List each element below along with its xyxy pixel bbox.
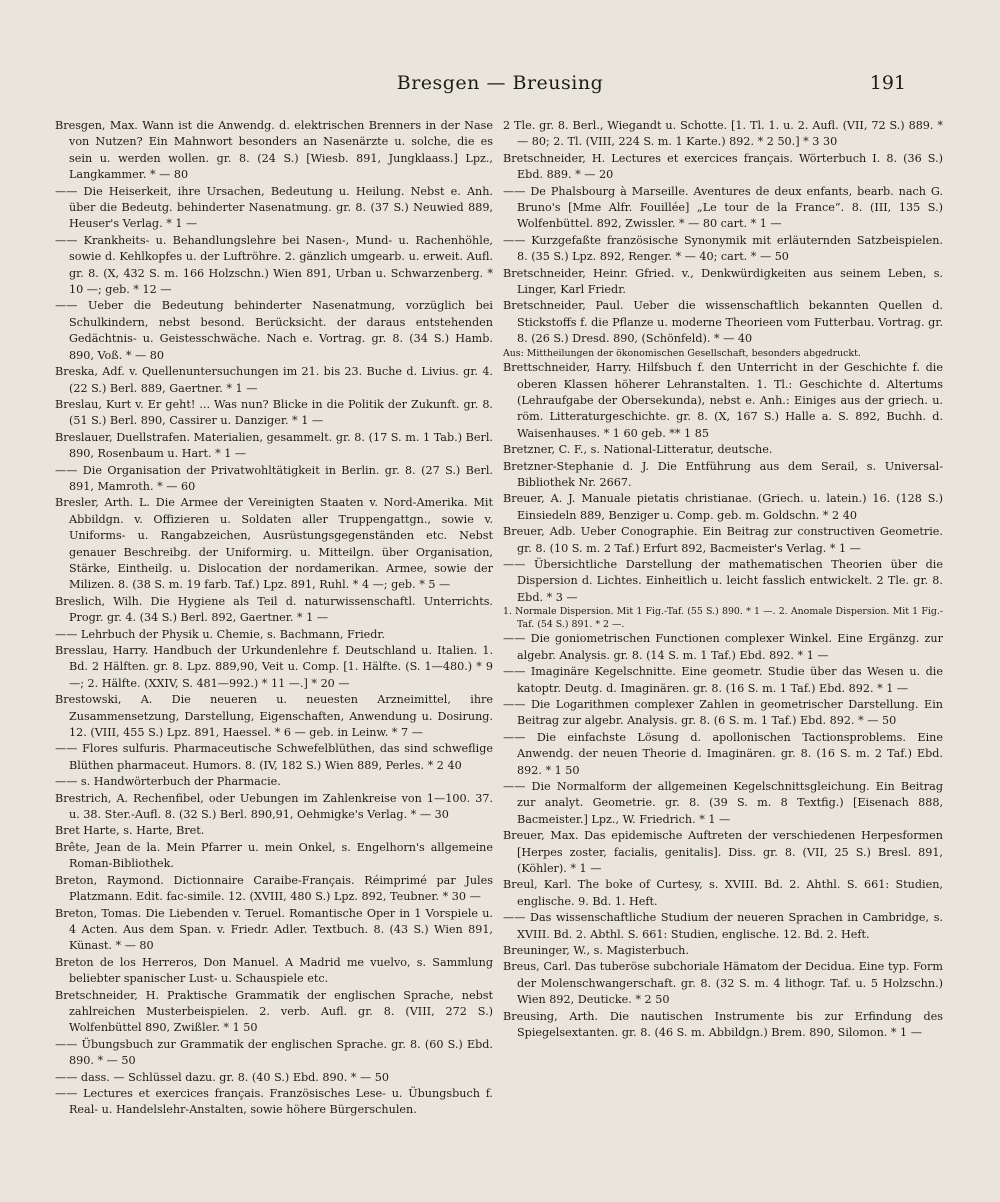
entry: Brettschneider, Harry. Hilfsbuch f. den Unterricht in der Geschichte f. die oberen Klassen höherer Lehranstalten. 1. Tl.: Geschichte d. Altertums (Lehraufgabe der Obersekunda), nebst e. Anh.: Einiges aus der griech. u. röm. Litteraturgeschichte. gr. 8. (X, 167 S.) Halle a. S. 892, Buchh. d. Waisenhauses. * 1 60 geb. ** 1 85 <box>503 361 943 440</box>
entry: Breton, Raymond. Dictionnaire Caraibe-Français. Réimprimé par Jules Platzmann. Edit. fac-simile. 12. (XVIII, 480 S.) Lpz. 892, Teubner. * 30 — <box>55 873 493 904</box>
entry: —— Flores sulfuris. Pharmaceutische Schwefelblüthen, das sind schweflige Blüthen pharmaceut. Humors. 8. (IV, 182 S.) Wien 889, Perles. * 2 40 <box>55 742 493 772</box>
entry: Breton, Tomas. Die Liebenden v. Teruel. Romantische Oper in 1 Vorspiele u. 4 Acten. Aus dem Span. v. Friedr. Adler. Textbuch. 8. (43 S.) Wien 891, Künast. * — 80 <box>55 906 493 953</box>
entry: Breuer, Adb. Ueber Conographie. Ein Beitrag zur constructiven Geometrie. gr. 8. (10 S. m. 2 Taf.) Erfurt 892, Bacmeister's Verlag. * 1 — <box>503 525 943 555</box>
entry: —— Krankheits- u. Behandlungslehre bei Nasen-, Mund- u. Rachenhöhle, sowie d. Kehlkopfes u. der Luftröhre. 2. gänzlich umgearb. u. erweit. Aufl. gr. 8. (X, 432 S. m. 166 Holzschn.) Wien 891, Urban u. Schwarzenberg. * 10 —; geb. * 12 — <box>55 233 493 297</box>
entry: —— De Phalsbourg à Marseille. Aventures de deux enfants, bearb. nach G. Bruno's [Mme Alfr. Fouillée] „Le tour de la France“. 8. (III, 135 S.) Wolfenbüttel. 892, Zwissler. * — 80 cart. * 1 — <box>503 184 943 231</box>
entry: —— Imaginäre Kegelschnitte. Eine geometr. Studie über das Wesen u. die katoptr. Deutg. d. Imaginären. gr. 8. (16 S. m. 1 Taf.) Ebd. 892. * 1 — <box>503 665 943 695</box>
entry: Breska, Adf. v. Quellenuntersuchungen im 21. bis 23. Buche d. Livius. gr. 4. (22 S.) Berl. 889, Gaertner. * 1 — <box>55 365 493 395</box>
entry: —— Übersichtliche Darstellung der mathematischen Theorien über die Dispersion d. Lichtes. Einheitlich u. leicht fasslich entwickelt. 2 Tle. gr. 8. Ebd. * 3 — <box>503 558 943 604</box>
entry: —— s. Handwörterbuch der Pharmacie. <box>55 775 281 789</box>
entry: Breuninger, W., s. Magisterbuch. <box>503 944 689 957</box>
entry: —— Das wissenschaftliche Studium der neueren Sprachen in Cambridge, s. XVIII. Bd. 2. Abthl. S. 661: Studien, englische. 12. Bd. 2. Heft. <box>503 911 943 941</box>
entry: Brestrich, A. Rechenfibel, oder Uebungen im Zahlenkreise von 1—100. 37. u. 38. Ster.-Aufl. 8. (32 S.) Berl. 890,91, Oehmigke's Verlag. * — 30 <box>55 791 493 822</box>
right-column <box>503 118 943 1041</box>
entry: Breus, Carl. Das tuberöse subchoriale Hämatom der Decidua. Eine typ. Form der Molenschwangerschaft. gr. 8. (32 S. m. 4 lithogr. Taf. u. 5 Holzschn.) Wien 892, Deuticke. * 2 50 <box>503 960 943 1007</box>
entry: —— Die goniometrischen Functionen complexer Winkel. Eine Ergänzg. zur algebr. Analysis. gr. 8. (14 S. m. 1 Taf.) Ebd. 892. * 1 — <box>503 632 943 662</box>
entry: —— Übungsbuch zur Grammatik der englischen Sprache. gr. 8. (60 S.) Ebd. 890. * — 50 <box>55 1037 493 1068</box>
entry: Bretzner, C. F., s. National-Litteratur, deutsche. <box>503 443 773 457</box>
running-header-title: Bresgen — Breusing <box>396 72 604 94</box>
entry: Breusing, Arth. Die nautischen Instrumente bis zur Erfindung des Spiegelsextanten. gr. 8. (46 S. m. Abbildgn.) Brem. 890, Silomon. * 1 — <box>503 1009 943 1040</box>
entry: —— dass. — Schlüssel dazu. gr. 8. (40 S.) Ebd. 890. * — 50 <box>55 1070 390 1084</box>
entry: Bretzner-Stephanie d. J. Die Entführung aus dem Serail, s. Universal-Bibliothek Nr. 2667. <box>503 459 943 490</box>
entry: Bresgen, Max. Wann ist die Anwendg. d. elektrischen Brenners in der Nase von Nutzen? Ein Mahnwort besonders an Nasenärzte u. solche, die es sein u. werden wollen. gr. 8. (24 S.) [Wiesb. 891, Jungklaass.] Lpz., Langkammer. * — 80 <box>55 119 493 182</box>
entry: —— Lehrbuch der Physik u. Chemie, s. Bachmann, Friedr. <box>55 627 386 641</box>
entry: Brête, Jean de la. Mein Pfarrer u. mein Onkel, s. Engelhorn's allgemeine Roman-Bibliothek. <box>55 840 493 871</box>
entry: —— Die Organisation der Privatwohltätigkeit in Berlin. gr. 8. (27 S.) Berl. 891, Mamroth. * — 60 <box>55 463 493 493</box>
entry: —— Kurzgefaßte französische Synonymik mit erläuternden Satzbeispielen. 8. (35 S.) Lpz. 892, Renger. * — 40; cart. * — 50 <box>503 233 943 264</box>
entry: —— Lectures et exercices français. Französisches Lese- u. Übungsbuch f. Real- u. Handelslehr-Anstalten, sowie höhere Bürgerschulen. <box>55 1086 493 1117</box>
left-column <box>55 118 493 1119</box>
entry: Breslauer, Duellstrafen. Materialien, gesammelt. gr. 8. (17 S. m. 1 Tab.) Berl. 890, Rosenbaum u. Hart. * 1 — <box>55 430 493 461</box>
entry: Breslau, Kurt v. Er geht! ... Was nun? Blicke in die Politik der Zukunft. gr. 8. (51 S.) Berl. 890, Cassirer u. Danziger. * 1 — <box>55 397 493 428</box>
entry: —— Die Logarithmen complexer Zahlen in geometrischer Darstellung. Ein Beitrag zur algebr. Analysis. gr. 8. (6 S. m. 1 Taf.) Ebd. 892. * — 50 <box>503 697 943 728</box>
entry: Bret Harte, s. Harte, Bret. <box>55 824 205 838</box>
entry: Breul, Karl. The boke of Curtesy, s. XVIII. Bd. 2. Ahthl. S. 661: Studien, englische. 9. Bd. 1. Heft. <box>503 878 943 908</box>
entry: Breuer, A. J. Manuale pietatis christianae. (Griech. u. latein.) 16. (128 S.) Einsiedeln 889, Benziger u. Comp. geb. m. Goldschn. * 2 40 <box>503 492 943 522</box>
entry-note: Aus: Mittheilungen der ökonomischen Gesellschaft, besonders abgedruckt. <box>503 347 861 359</box>
entry: Bresslau, Harry. Handbuch der Urkundenlehre f. Deutschland u. Italien. 1. Bd. 2 Hälften. gr. 8. Lpz. 889,90, Veit u. Comp. [1. Hälfte. (S. 1—480.) * 9 —; 2. Hälfte. (XXIV, S. 481—992.) * 11 —.] * 20 — <box>55 644 493 690</box>
entry: Breuer, Max. Das epidemische Auftreten der verschiedenen Herpesformen [Herpes zoster, facialis, genitalis]. Diss. gr. 8. (VII, 25 S.) Bresl. 891, (Köhler). * 1 — <box>503 829 943 875</box>
entry-note: 1. Normale Dispersion. Mit 1 Fig.-Taf. (55 S.) 890. * 1 —. 2. Anomale Dispersion. Mit 1 Fig.-Taf. (54 S.) 891. * 2 —. <box>503 606 943 630</box>
entry: —— Die Heiserkeit, ihre Ursachen, Bedeutung u. Heilung. Nebst e. Anh. über die Bedeutg. behinderter Nasenatmung. gr. 8. (37 S.) Neuwied 889, Heuser's Verlag. * 1 — <box>55 184 493 231</box>
entry: —— Die einfachste Lösung d. apollonischen Tactionsproblems. Eine Anwendg. der neuen Theorie d. Imaginären. gr. 8. (16 S. m. 2 Taf.) Ebd. 892. * 1 50 <box>503 730 943 777</box>
page-number: 191 <box>869 72 906 94</box>
entry: Bretschneider, H. Lectures et exercices français. Wörterbuch I. 8. (36 S.) Ebd. 889. * — 20 <box>503 151 943 182</box>
entry: Bretschneider, Heinr. Gfried. v., Denkwürdigkeiten aus seinem Leben, s. Linger, Karl Friedr. <box>503 266 943 297</box>
entry: Bresler, Arth. L. Die Armee der Vereinigten Staaten v. Nord-Amerika. Mit Abbildgn. v. Offizieren u. Soldaten aller Truppengattgn., sowie v. Uniforms- u. Rangabzeichen, Ausrüstungsgegenständen etc. Nebst genauer Beschreibg. der Uniformirg. u. Mitteilgn. über Organisation, Stärke, Eintheilg. u. Dislocation der nordamerikan. Armee, sowie der Milizen. 8. (38 S. m. 19 farb. Taf.) Lpz. 891, Ruhl. * 4 —; geb. * 5 — <box>55 496 493 592</box>
entry: Bretschneider, Paul. Ueber die wissenschaftlich bekannten Quellen d. Stickstoffs f. die Pflanze u. moderne Theorieen vom Futterbau. Vortrag. gr. 8. (26 S.) Dresd. 890, (Schönfeld). * — 40 <box>503 299 943 346</box>
entry: —— Ueber die Bedeutung behinderter Nasenatmung, vorzüglich bei Schulkindern, nebst besond. Berücksicht. der daraus entstehenden Gedächtnis- u. Geistesschwäche. Nach e. Vortrag. gr. 8. (34 S.) Hamb. 890, Voß. * — 80 <box>55 299 493 362</box>
entry: —— Die Normalform der allgemeinen Kegelschnittsgleichung. Ein Beitrag zur analyt. Geometrie. gr. 8. (39 S. m. 8 Textfig.) [Eisenach 888, Bacmeister.] Lpz., W. Friedrich. * 1 — <box>503 779 943 826</box>
entry: Bretschneider, H. Praktische Grammatik der englischen Sprache, nebst zahlreichen Musterbeispielen. 2. verb. Aufl. gr. 8. (VIII, 272 S.) Wolfenbüttel 890, Zwißler. * 1 50 <box>55 988 493 1035</box>
entry: 2 Tle. gr. 8. Berl., Wiegandt u. Schotte. [1. Tl. 1. u. 2. Aufl. (VII, 72 S.) 889. * — 80; 2. Tl. (VIII, 224 S. m. 1 Karte.) 892. * 2 50.] * 3 30 <box>503 119 943 149</box>
entry: Breton de los Herreros, Don Manuel. A Madrid me vuelvo, s. Sammlung beliebter spanischer Lust- u. Schauspiele etc. <box>55 955 493 986</box>
entry: Breslich, Wilh. Die Hygiene als Teil d. naturwissenschaftl. Unterrichts. Progr. gr. 4. (34 S.) Berl. 892, Gaertner. * 1 — <box>55 594 493 625</box>
entry: Brestowski, A. Die neueren u. neuesten Arzneimittel, ihre Zusammensetzung, Darstellung, Eigenschaften, Anwendung u. Dosirung. 12. (VIII, 455 S.) Lpz. 891, Haessel. * 6 — geb. in Leinw. * 7 — <box>55 693 493 740</box>
